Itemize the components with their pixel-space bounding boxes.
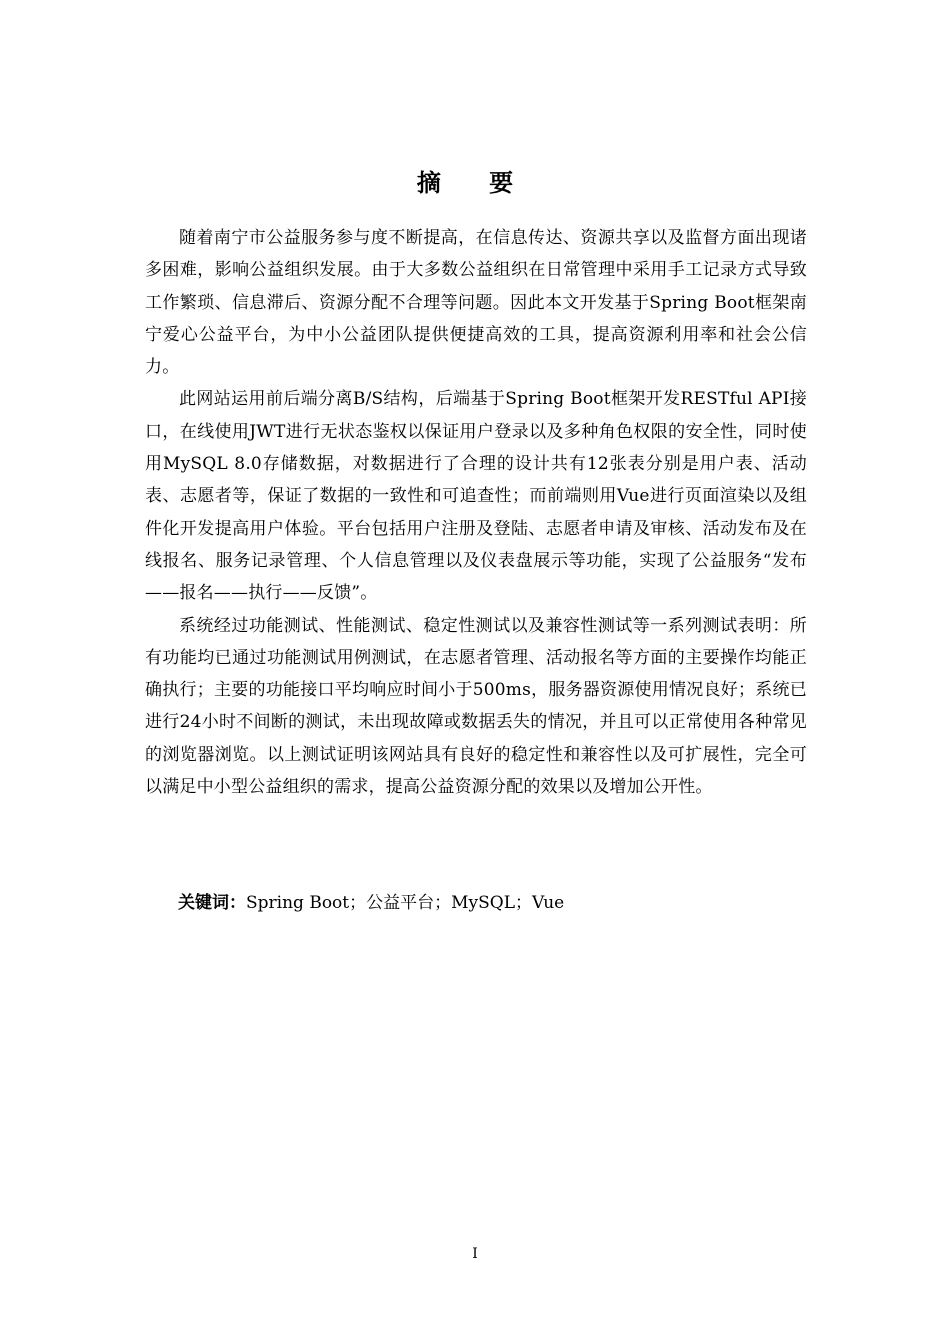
keywords-line [178, 887, 564, 919]
abstract-paragraph-1: 随着南宁市公益服务参与度不断提高，在信息传达、资源共享以及监督方面出现诸多困难，影响公益组织发展。由于大多数公益组织在日常管理中采用手工记录方式导致工作繁琐、信息滞后、资源分配不合理等问题。因此本文开发基于Spring Boot框架南宁爱心公益平台，为中小公益团队提供便捷高效的工具，提高资源利用率和社会公信力。 [145, 228, 807, 378]
abstract-body [145, 222, 807, 803]
abstract-paragraph-2: 此网站运用前后端分离B/S结构，后端基于Spring Boot框架开发RESTful API接口，在线使用JWT进行无状态鉴权以保证用户登录以及多种角色权限的安全性，同时使用MySQL 8.0存储数据，对数据进行了合理的设计共有12张表分别是用户表、活动表、志愿者等，保证了数据的一致性和可追查性；而前端则用Vue进行页面渲染以及组件化开发提高用户体验。平台包括用户注册及登陆、志愿者申请及审核、活动发布及在线报名、服务记录管理、个人信息管理以及仪表盘展示等功能，实现了公益服务“发布——报名——执行——反馈”。 [145, 389, 807, 604]
page-number: I [472, 1246, 478, 1262]
keywords-label: 关键词： [178, 893, 246, 913]
abstract-title: 摘 要 [416, 169, 534, 197]
keywords-value: Spring Boot；公益平台；MySQL；Vue [246, 893, 565, 913]
abstract-paragraph-3: 系统经过功能测试、性能测试、稳定性测试以及兼容性测试等一系列测试表明：所有功能均已通过功能测试用例测试，在志愿者管理、活动报名等方面的主要操作均能正确执行；主要的功能接口平均响应时间小于500ms，服务器资源使用情况良好；系统已进行24小时不间断的测试，未出现故障或数据丢失的情况，并且可以正常使用各种常见的浏览器浏览。以上测试证明该网站具有良好的稳定性和兼容性以及可扩展性，完全可以满足中小型公益组织的需求，提高公益资源分配的效果以及增加公开性。 [145, 615, 807, 798]
